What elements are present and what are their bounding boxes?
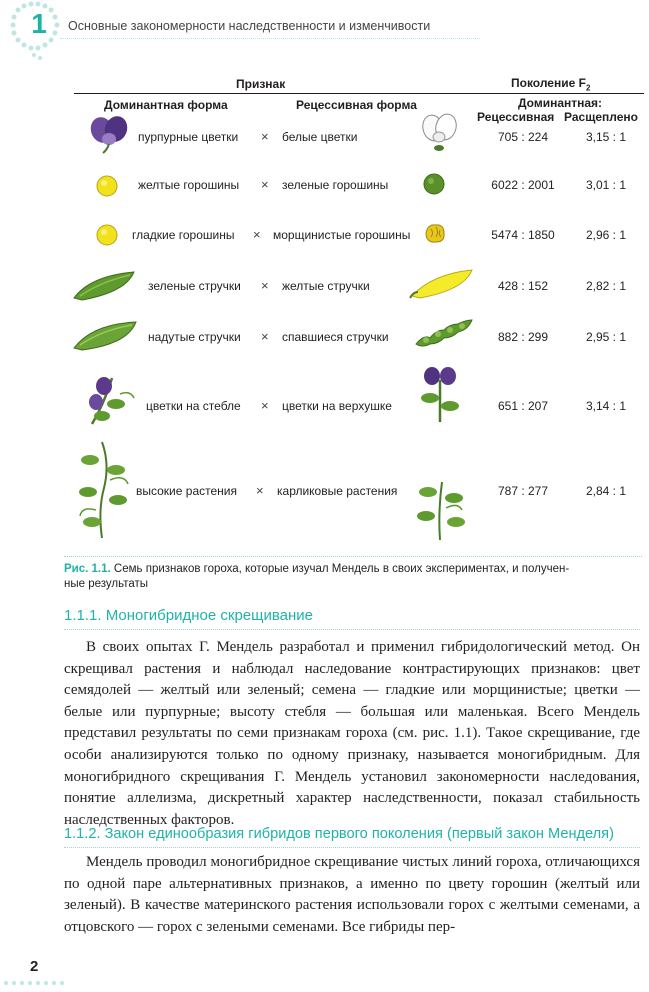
row6-cross: × [261,398,269,413]
page-number: 2 [30,958,39,975]
row5-cross: × [261,329,269,344]
section-2-paragraph: Мендель проводил моногибридное скрещивание чистых линий гороха, отличающихся по одной паре альтернативных признаков, а именно по цвету горошин (желтый или зеленый). В качестве материнского растения использовали горох с желтыми семенами, а отцовского — горох с зелеными семенами. Все гибриды пер- [64,854,640,935]
table-head-ratio-line1: Доминантная: [517,96,603,110]
axial-flowers-plant-icon [82,374,138,426]
table-head-dominant-form: Доминантная форма [104,98,228,112]
section-2-divider [64,847,640,848]
running-title: Основные закономерности наследственности и изменчивости [68,19,431,33]
header-divider [60,38,480,39]
green-pea-icon [422,172,446,196]
row4-split: 2,82 : 1 [585,279,627,293]
row4-recessive: желтые стручки [282,279,370,293]
row4-dominant: зеленые стручки [148,279,241,293]
table-top-rule [74,93,644,94]
row2-ratio: 6022 : 2001 [491,178,555,192]
section-2-title: 1.1.2. Закон единообразия гибридов первого поколения (первый закон Менделя) [64,826,614,842]
table-head-generation-sub: 2 [585,83,591,93]
row4-ratio: 428 : 152 [497,279,549,293]
row5-ratio: 882 : 299 [497,330,549,344]
row6-ratio: 651 : 207 [497,399,549,413]
row3-ratio: 5474 : 1850 [491,228,555,242]
row2-cross: × [261,177,269,192]
row1-cross: × [261,129,269,144]
row4-cross: × [261,278,269,293]
terminal-flowers-plant-icon [418,366,464,424]
row1-dominant: пурпурные цветки [138,130,239,144]
table-head-recessive-form: Рецессивная форма [296,98,417,112]
table-head-ratio-line2: Рецессивная [477,110,555,124]
row7-recessive: карликовые растения [277,484,398,498]
row6-dominant: цветки на стебле [146,399,241,413]
row6-recessive: цветки на верхушке [282,399,392,413]
section-1-divider [64,629,640,630]
figure-caption [64,562,640,592]
row1-recessive: белые цветки [282,130,358,144]
row7-dominant: высокие растения [136,484,237,498]
row7-split: 2,84 : 1 [585,484,627,498]
yellow-pod-icon [408,264,476,302]
caption-divider [64,556,642,557]
table-head-generation-label: Поколение F [511,76,586,90]
green-pod-icon [70,268,140,304]
row6-split: 3,14 : 1 [585,399,627,413]
dwarf-plant-icon [412,472,470,542]
row7-cross: × [256,483,264,498]
row5-dominant: надутые стручки [148,330,241,344]
row1-ratio: 705 : 224 [497,130,549,144]
table-head-generation [511,76,590,92]
row3-dominant: гладкие горошины [132,228,235,242]
wrinkled-pea-icon [422,221,448,247]
row3-recessive: морщинистые горошины [273,228,411,242]
row2-recessive: зеленые горошины [282,178,389,192]
footer-dots [0,975,120,991]
constricted-pod-icon [412,316,476,352]
caption-text: Семь признаков гороха, которые изучал Мендель в своих экспериментах, и получен- [113,563,570,575]
white-flower-icon [420,112,460,156]
row5-recessive: спавшиеся стручки [282,330,389,344]
inflated-pod-icon [70,318,142,354]
smooth-pea-icon [95,223,119,247]
section-1-title: 1.1.1. Моногибридное скрещивание [64,607,313,624]
row2-dominant: желтые горошины [138,178,240,192]
row3-cross: × [253,227,261,242]
yellow-pea-icon [95,174,119,198]
chapter-number: 1 [31,8,47,39]
row3-split: 2,96 : 1 [585,228,627,242]
purple-flower-icon [88,114,130,154]
caption-label: Рис. 1.1. [64,563,111,575]
row5-split: 2,95 : 1 [585,330,627,344]
row1-split: 3,15 : 1 [585,130,627,144]
row7-ratio: 787 : 277 [497,484,549,498]
caption-text-2: ные результаты [64,578,149,590]
table-head-split: Расщеплено [564,110,638,124]
table-head-feature: Признак [236,77,286,91]
section-1-body [64,637,640,831]
row2-split: 3,01 : 1 [585,178,627,192]
section-1-paragraph: В своих опытах Г. Мендель разработал и применил гибридологический метод. Он скрещивал растения и наблюдал наследование контрастирующих признаков: цвет семядолей — желтый или зеленый; семена — гладкие или морщинистые; цветки — белые или пурпурные; высоту стебля — большая или маленькая. Всего Мендель представил результаты по семи признакам гороха (см. рис. 1.1). Такое скрещивание, где особи анализируются только по одному признаку, называется моногибридным. Для моногибридного скрещивания Г. Мендель установил закономерности наследования, понятие аллелизма, дискретный характер наследственности, показал стабильность наследственных факторов. [64,639,640,828]
tall-plant-icon [72,440,138,540]
section-2-body [64,852,640,938]
